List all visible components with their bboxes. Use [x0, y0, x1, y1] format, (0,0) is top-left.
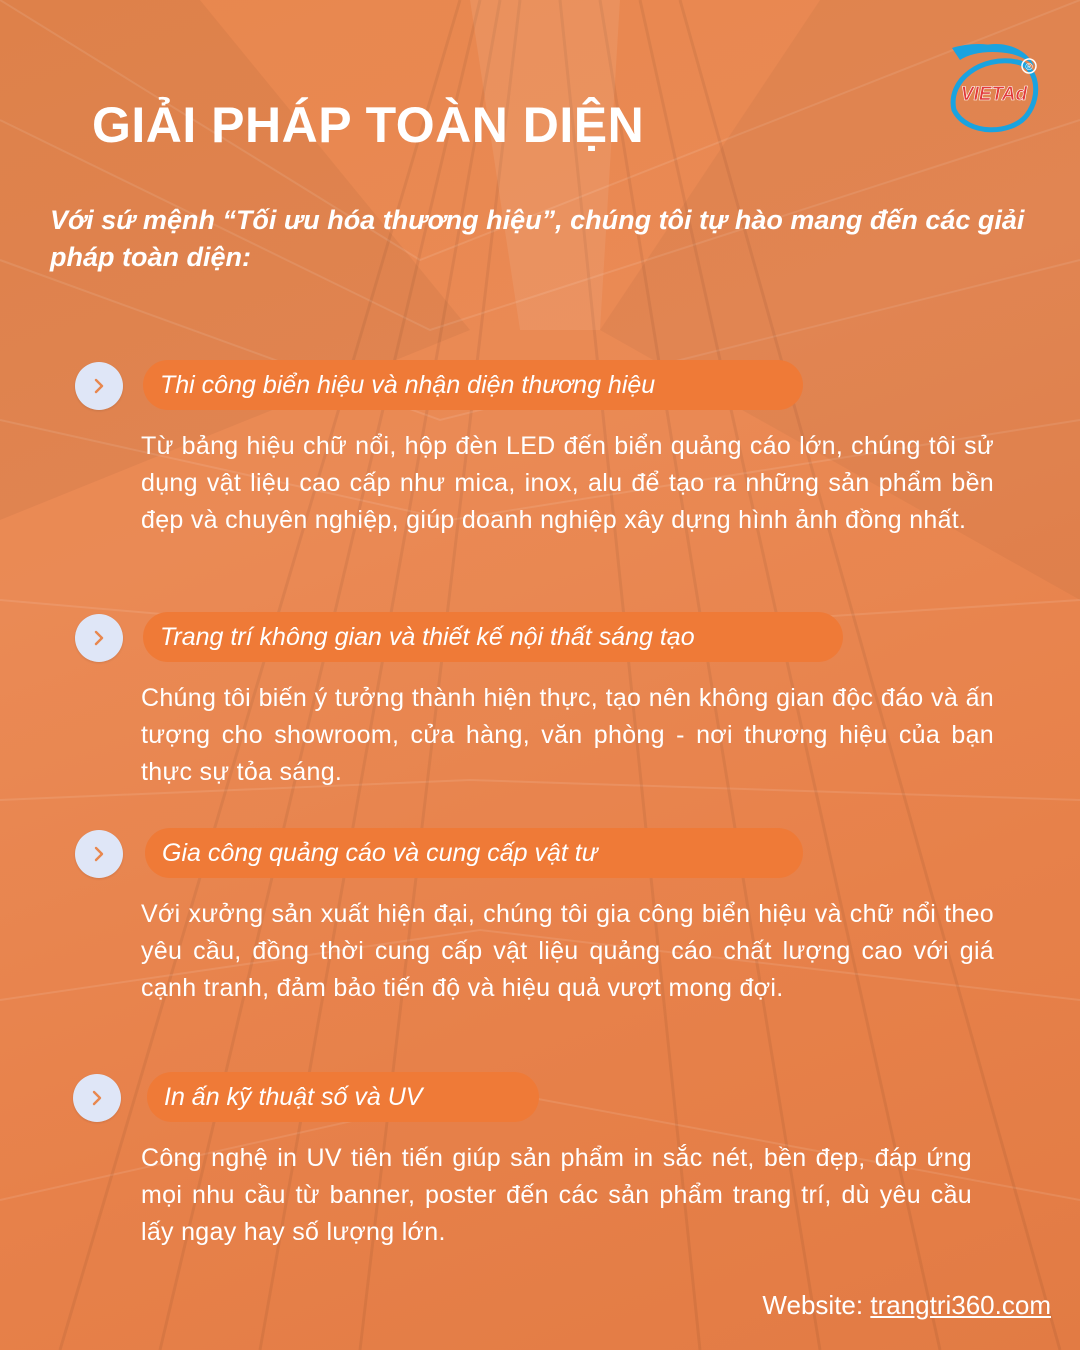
chevron-right-icon	[89, 376, 109, 396]
intro-text: Với sứ mệnh “Tối ưu hóa thương hiệu”, chúng tôi tự hào mang đến các giải pháp toàn diện:	[50, 205, 1025, 272]
chevron-right-icon	[87, 1088, 107, 1108]
section-heading: Gia công quảng cáo và cung cấp vật tư	[145, 828, 803, 878]
logo-text: VIETAd	[960, 84, 1028, 105]
chevron-circle	[75, 362, 123, 410]
website-footer	[762, 1290, 1051, 1321]
chevron-circle	[73, 1074, 121, 1122]
vietad-logo	[942, 40, 1050, 140]
page-title: GIẢI PHÁP TOÀN DIỆN	[92, 97, 645, 153]
section-body: Chúng tôi biến ý tưởng thành hiện thực, tạo nên không gian độc đáo và ấn tượng cho showroom, cửa hàng, văn phòng - nơi thương hiệu của bạn thực sự tỏa sáng.	[141, 684, 994, 786]
chevron-circle	[75, 830, 123, 878]
section-heading: In ấn kỹ thuật số và UV	[147, 1072, 539, 1122]
registered-mark: ®	[1025, 62, 1033, 73]
section-body: Công nghệ in UV tiên tiến giúp sản phẩm in sắc nét, bền đẹp, đáp ứng mọi nhu cầu từ banner, poster đến các sản phẩm trang trí, dù yêu cầu lấy ngay hay số lượng lớn.	[141, 1144, 972, 1246]
section-heading: Thi công biển hiệu và nhận diện thương hiệu	[143, 360, 803, 410]
chevron-right-icon	[89, 628, 109, 648]
chevron-circle	[75, 614, 123, 662]
section-body: Với xưởng sản xuất hiện đại, chúng tôi gia công biển hiệu và chữ nổi theo yêu cầu, đồng thời cung cấp vật liệu quảng cáo chất lượng cao với giá cạnh tranh, đảm bảo tiến độ và hiệu quả vượt mong đợi.	[141, 900, 994, 1002]
website-link[interactable]: trangtri360.com	[870, 1290, 1051, 1320]
section-body: Từ bảng hiệu chữ nổi, hộp đèn LED đến biển quảng cáo lớn, chúng tôi sử dụng vật liệu cao cấp như mica, inox, alu để tạo ra những sản phẩm bền đẹp và chuyên nghiệp, giúp doanh nghiệp xây dựng hình ảnh đồng nhất.	[141, 432, 994, 534]
chevron-right-icon	[89, 844, 109, 864]
website-label: Website:	[762, 1290, 864, 1320]
section-heading: Trang trí không gian và thiết kế nội thất sáng tạo	[143, 612, 843, 662]
